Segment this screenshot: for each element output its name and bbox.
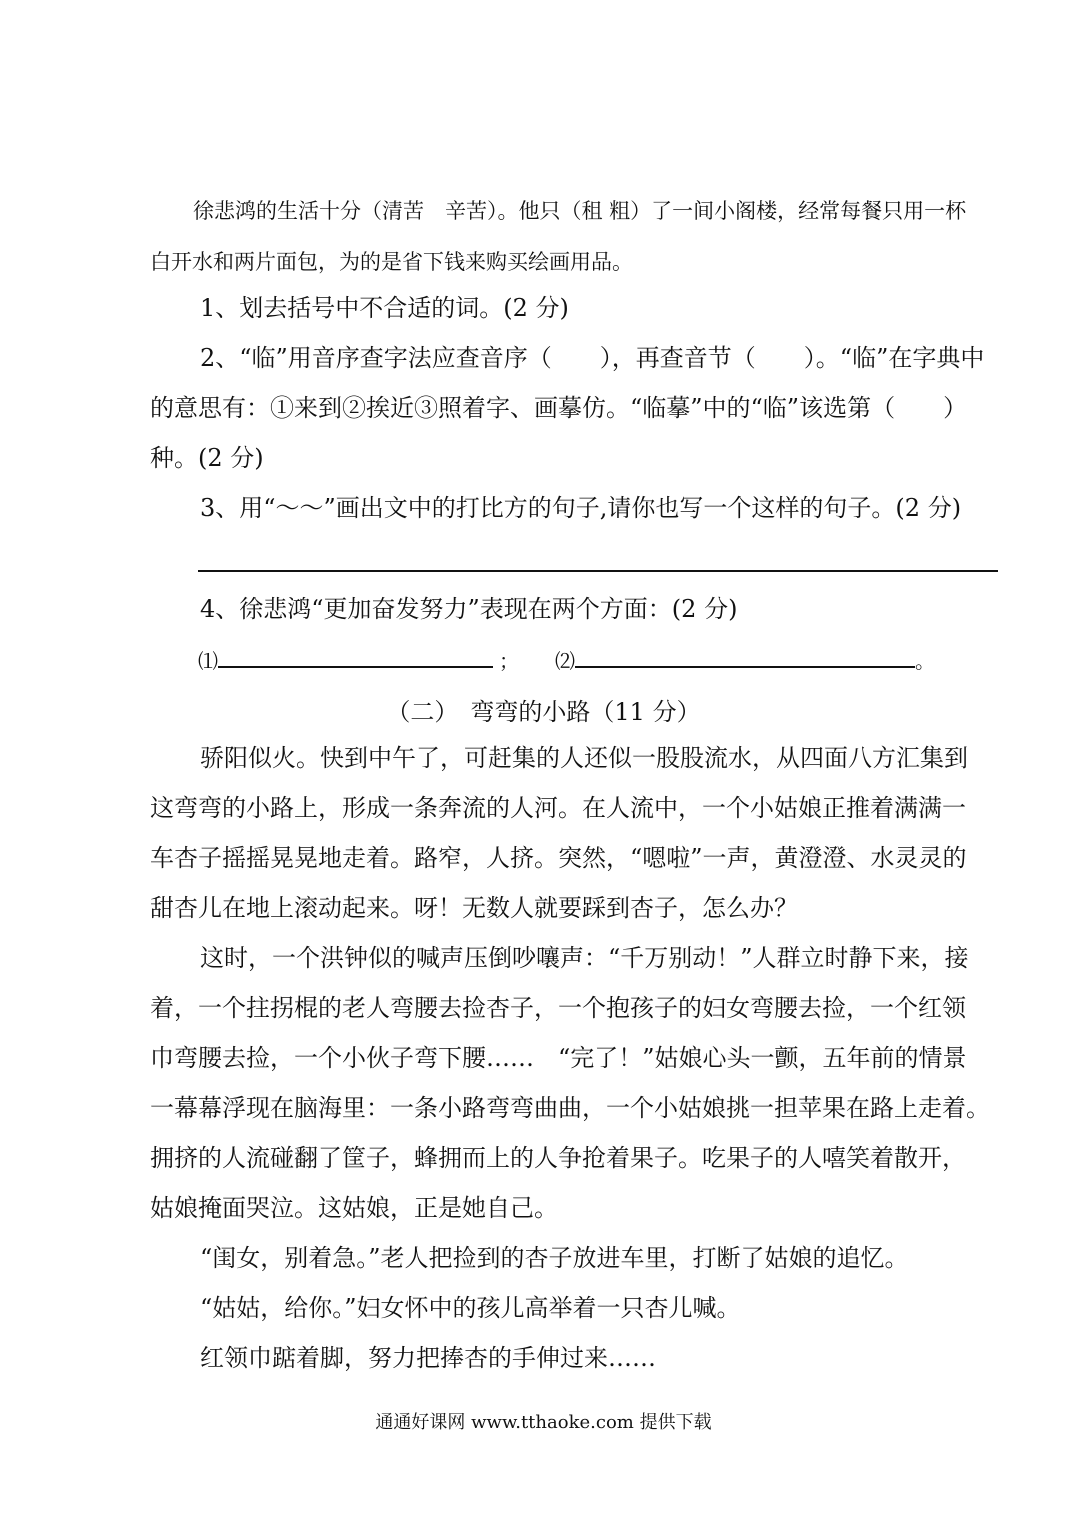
question-2-line-2: 的意思有：①来到②挨近③照着字、画摹仿。“临摹”中的“临”该选第（ ） <box>150 394 968 422</box>
answer-blank-2[interactable] <box>575 644 915 668</box>
passage1-line-1: 徐悲鸿的生活十分（清苦 辛苦）。他只（租 粗）了一间小阁楼，经常每餐只用一杯 <box>193 199 967 223</box>
story-line: 一幕幕浮现在脑海里：一条小路弯弯曲曲，一个小姑娘挑一担苹果在路上走着。 <box>150 1094 990 1122</box>
story-line: 姑娘掩面哭泣。这姑娘，正是她自己。 <box>150 1194 558 1222</box>
question-4: 4、徐悲鸿“更加奋发努力”表现在两个方面：(2 分) <box>200 595 738 623</box>
story-line: “闺女，别着急。”老人把捡到的杏子放进车里，打断了姑娘的追忆。 <box>200 1244 909 1272</box>
story-line: 红领巾踮着脚，努力把捧杏的手伸过来…… <box>200 1344 656 1372</box>
question-3-answer-line[interactable] <box>198 570 998 572</box>
question-1: 1、划去括号中不合适的词。(2 分) <box>200 294 569 322</box>
question-2-line-1: 2、“临”用音序查字法应查音序（ ），再查音节（ ）。“临”在字典中 <box>200 344 985 372</box>
passage1-line-2: 白开水和两片面包，为的是省下钱来购买绘画用品。 <box>150 250 633 274</box>
story-line: 车杏子摇摇晃晃地走着。路窄，人挤。突然，“嗯啦”一声，黄澄澄、水灵灵的 <box>150 844 967 872</box>
answer-item-1-label: ⑴ <box>198 649 218 673</box>
question-2-line-3: 种。(2 分) <box>150 444 264 472</box>
story-line: 这时，一个洪钟似的喊声压倒吵嚷声：“千万别动！”人群立时静下来，接 <box>200 944 969 972</box>
story-line: 巾弯腰去捡，一个小伙子弯下腰…… “完了！”姑娘心头一颤，五年前的情景 <box>150 1044 967 1072</box>
page-footer: 通通好课网 www.tthaoke.com 提供下载 <box>375 1412 712 1433</box>
story-line: 甜杏儿在地上滚动起来。呀！无数人就要踩到杏子，怎么办？ <box>150 894 798 922</box>
answer-separator: ； <box>499 649 519 673</box>
story-line: 拥挤的人流碰翻了筐子，蜂拥而上的人争抢着果子。吃果子的人嘻笑着散开， <box>150 1144 966 1172</box>
story-line: 这弯弯的小路上，形成一条奔流的人河。在人流中，一个小姑娘正推着满满一 <box>150 794 966 822</box>
answer-blank-1[interactable] <box>218 644 493 668</box>
story-line: “姑姑，给你。”妇女怀中的孩儿高举着一只杏儿喊。 <box>200 1294 741 1322</box>
answer-item-2-label: ⑵ <box>555 649 575 673</box>
question-3: 3、用“～～”画出文中的打比方的句子,请你也写一个这样的句子。(2 分) <box>200 494 962 522</box>
answer-end: 。 <box>915 649 935 673</box>
section-title: （二） 弯弯的小路（11 分） <box>386 698 701 726</box>
question-4-answer-row <box>198 644 935 674</box>
story-line: 骄阳似火。快到中午了，可赶集的人还似一股股流水，从四面八方汇集到 <box>200 744 968 772</box>
story-line: 着，一个拄拐棍的老人弯腰去捡杏子，一个抱孩子的妇女弯腰去捡，一个红领 <box>150 994 966 1022</box>
